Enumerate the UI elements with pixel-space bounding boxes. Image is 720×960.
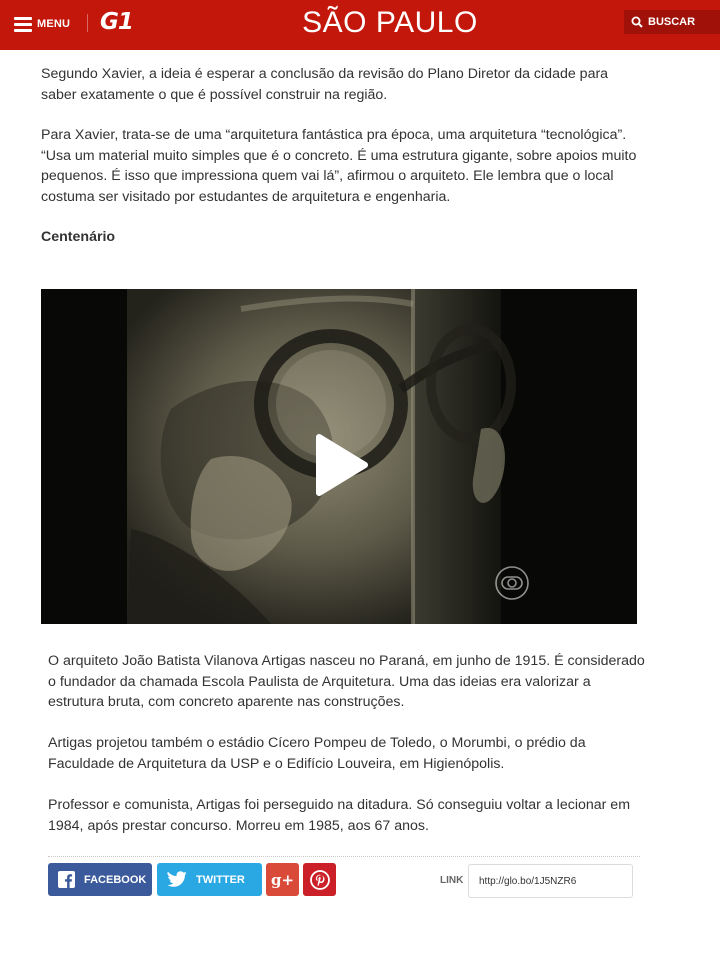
article-subheading: Centenário [41, 229, 116, 245]
facebook-label: FACEBOOK [84, 873, 147, 886]
video-player[interactable] [41, 289, 637, 624]
section-title[interactable]: SÃO PAULO [302, 6, 478, 39]
menu-label: MENU [37, 18, 71, 30]
article-paragraph: Professor e comunista, Artigas foi perseguido na ditadura. Só conseguiu voltar a lecionar em 1984, após prestar concurso. Morreu em 1985, aos 67 anos. [48, 797, 631, 834]
site-header [0, 0, 720, 50]
article-paragraph: Para Xavier, trata-se de uma “arquitetura fantástica pra época, uma arquitetura “tecnológica”. “Usa um material muito simples que é o concreto. É uma estrutura gigante, sobre apoios muito pequenos. É isso que impressiona quem vai lá”, afirmou o arquiteto. Ele lembra que o local costuma ser visitado por estudantes de arquitetura e engenharia. [41, 127, 637, 205]
link-label: LINK [440, 875, 464, 886]
globo-icon [494, 565, 530, 601]
search-button[interactable] [624, 10, 720, 34]
facebook-share-button[interactable] [48, 863, 152, 896]
play-icon[interactable] [313, 433, 369, 497]
article-paragraph: O arquiteto João Batista Vilanova Artigas nasceu no Paraná, em junho de 1915. É considerado o fundador da chamada Escola Paulista de Arquitetura. Uma das ideias era valorizar a estrutura bruta, com concreto aparente nas construções. [48, 653, 645, 710]
pinterest-share-button[interactable] [303, 863, 336, 896]
google-plus-share-button[interactable] [266, 863, 299, 896]
facebook-icon [58, 871, 75, 888]
short-link-field[interactable] [468, 864, 633, 898]
pinterest-icon [310, 870, 330, 890]
google-plus-icon: g+ [270, 870, 295, 889]
search-icon [631, 16, 643, 28]
share-divider [48, 856, 640, 857]
twitter-label: TWITTER [196, 873, 245, 886]
g1-logo[interactable]: G1 [100, 9, 133, 35]
article-paragraph: Artigas projetou também o estádio Cícero Pompeu de Toledo, o Morumbi, o prédio da Faculdade de Arquitetura da USP e o Edifício Louveira, em Higienópolis. [48, 735, 586, 772]
search-label: BUSCAR [648, 16, 696, 28]
twitter-icon [167, 871, 187, 888]
twitter-share-button[interactable] [157, 863, 262, 896]
article-paragraph: Segundo Xavier, a ideia é esperar a conclusão da revisão do Plano Diretor da cidade para saber exatamente o que é possível construir na região. [41, 66, 609, 103]
